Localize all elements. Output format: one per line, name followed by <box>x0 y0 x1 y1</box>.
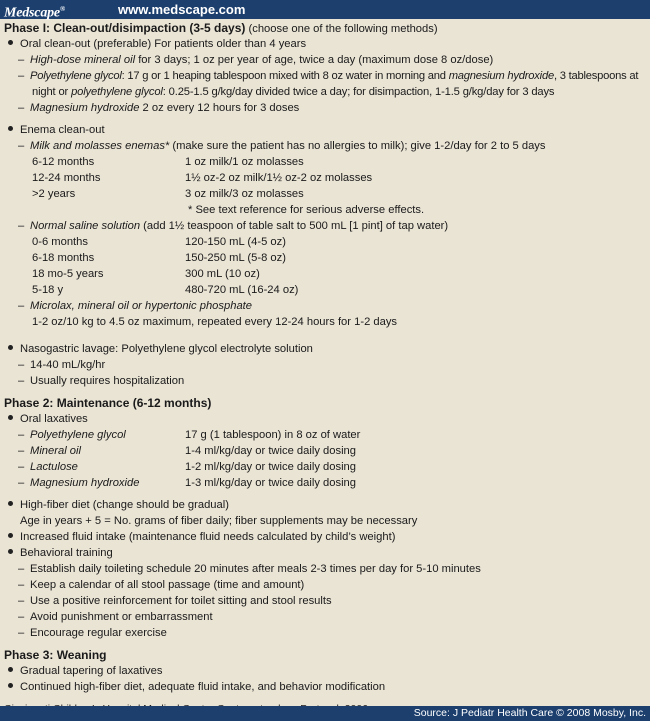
microlax-item: – Microlax, mineral oil or hypertonic phosphate <box>4 298 648 314</box>
oral-cleanout-item: Oral clean-out (preferable) For patients older than 4 years <box>4 36 648 52</box>
fiber-rule: Age in years + 5 = No. grams of fiber daily; fiber supplements may be necessary <box>20 515 418 527</box>
table-row: – Polyethylene glycol 17 g (1 tablespoon) in 8 oz of water <box>4 427 648 443</box>
oral-laxatives-item: Oral laxatives <box>4 411 648 427</box>
list-item: – Avoid punishment or embarrassment <box>4 609 648 625</box>
fiber-item: High-fiber diet (change should be gradual) <box>4 497 648 513</box>
header-bar <box>0 0 650 19</box>
table-row: – Lactulose 1-2 ml/kg/day or twice daily dosing <box>4 459 648 475</box>
saline-item: – Normal saline solution (add 1½ teaspoon of table salt to 500 mL [1 pint] of tap water) <box>4 218 648 234</box>
table-row: 5-18 y 480-720 mL (16-24 oz) <box>32 284 299 296</box>
list-item: Continued high-fiber diet, adequate fluid intake, and behavior modification <box>4 679 648 695</box>
milk-molasses-item: – Milk and molasses enemas* (make sure the patient has no allergies to milk); give 1-2/day for 2 to 5 days <box>4 138 648 154</box>
table-row: 12-24 months 1½ oz-2 oz milk/1½ oz-2 oz molasses <box>32 172 373 184</box>
mineral-oil-item: – High-dose mineral oil for 3 days; 1 oz per year of age, twice a day (maximum dose 8 oz/dose) <box>4 52 648 68</box>
list-item: Gradual tapering of laxatives <box>4 663 648 679</box>
protocol-table <box>4 20 648 717</box>
phase1-heading: Phase I: Clean-out/disimpaction (3-5 days) (choose one of the following methods) <box>4 21 438 35</box>
list-item: – Encourage regular exercise <box>4 625 648 641</box>
table-row: 6-12 months 1 oz milk/1 oz molasses <box>32 156 304 168</box>
list-item: – Establish daily toileting schedule 20 minutes after meals 2-3 times per day for 5-10 minutes <box>4 561 648 577</box>
peg-item-continued: night or polyethylene glycol: 0.25-1.5 g/kg/day divided twice a day; for disimpaction, 1-1.5 g/kg/day for 3 days <box>32 86 555 98</box>
adverse-effects-note: * See text reference for serious adverse effects. <box>188 204 425 216</box>
behavioral-item: Behavioral training <box>4 545 648 561</box>
phase3-heading: Phase 3: Weaning <box>4 648 107 662</box>
list-item: – Keep a calendar of all stool passage (time and amount) <box>4 577 648 593</box>
list-item: – Use a positive reinforcement for toilet sitting and stool results <box>4 593 648 609</box>
peg-item: – Polyethylene glycol: 17 g or 1 heaping tablespoon mixed with 8 oz water in morning and magnesium hydroxide, 3 tablespoons at <box>4 68 648 84</box>
table-row: 18 mo-5 years 300 mL (10 oz) <box>32 268 260 280</box>
ng-lavage-item: Nasogastric lavage: Polyethylene glycol electrolyte solution <box>4 341 648 357</box>
table-row: 6-18 months 150-250 mL (5-8 oz) <box>32 252 286 264</box>
ng-rate-item: – 14-40 mL/kg/hr <box>4 357 648 373</box>
medscape-logo[interactable]: Medscape® <box>4 5 65 21</box>
microlax-dose: 1-2 oz/10 kg to 4.5 oz maximum, repeated every 12-24 hours for 1-2 days <box>32 316 398 328</box>
table-row: – Mineral oil 1-4 ml/kg/day or twice daily dosing <box>4 443 648 459</box>
source-footer: Source: J Pediatr Health Care © 2008 Mosby, Inc. <box>0 706 650 721</box>
magnesium-item: – Magnesium hydroxide 2 oz every 12 hours for 3 doses <box>4 100 648 116</box>
table-row: 0-6 months 120-150 mL (4-5 oz) <box>32 236 286 248</box>
site-url-link[interactable]: www.medscape.com <box>118 2 246 17</box>
enema-cleanout-item: Enema clean-out <box>4 122 648 138</box>
phase2-heading: Phase 2: Maintenance (6-12 months) <box>4 396 212 410</box>
ng-hospital-item: – Usually requires hospitalization <box>4 373 648 389</box>
fluid-item: Increased fluid intake (maintenance fluid needs calculated by child’s weight) <box>4 529 648 545</box>
table-row: >2 years 3 oz milk/3 oz molasses <box>32 188 304 200</box>
table-row: – Magnesium hydroxide 1-3 ml/kg/day or twice daily dosing <box>4 475 648 491</box>
